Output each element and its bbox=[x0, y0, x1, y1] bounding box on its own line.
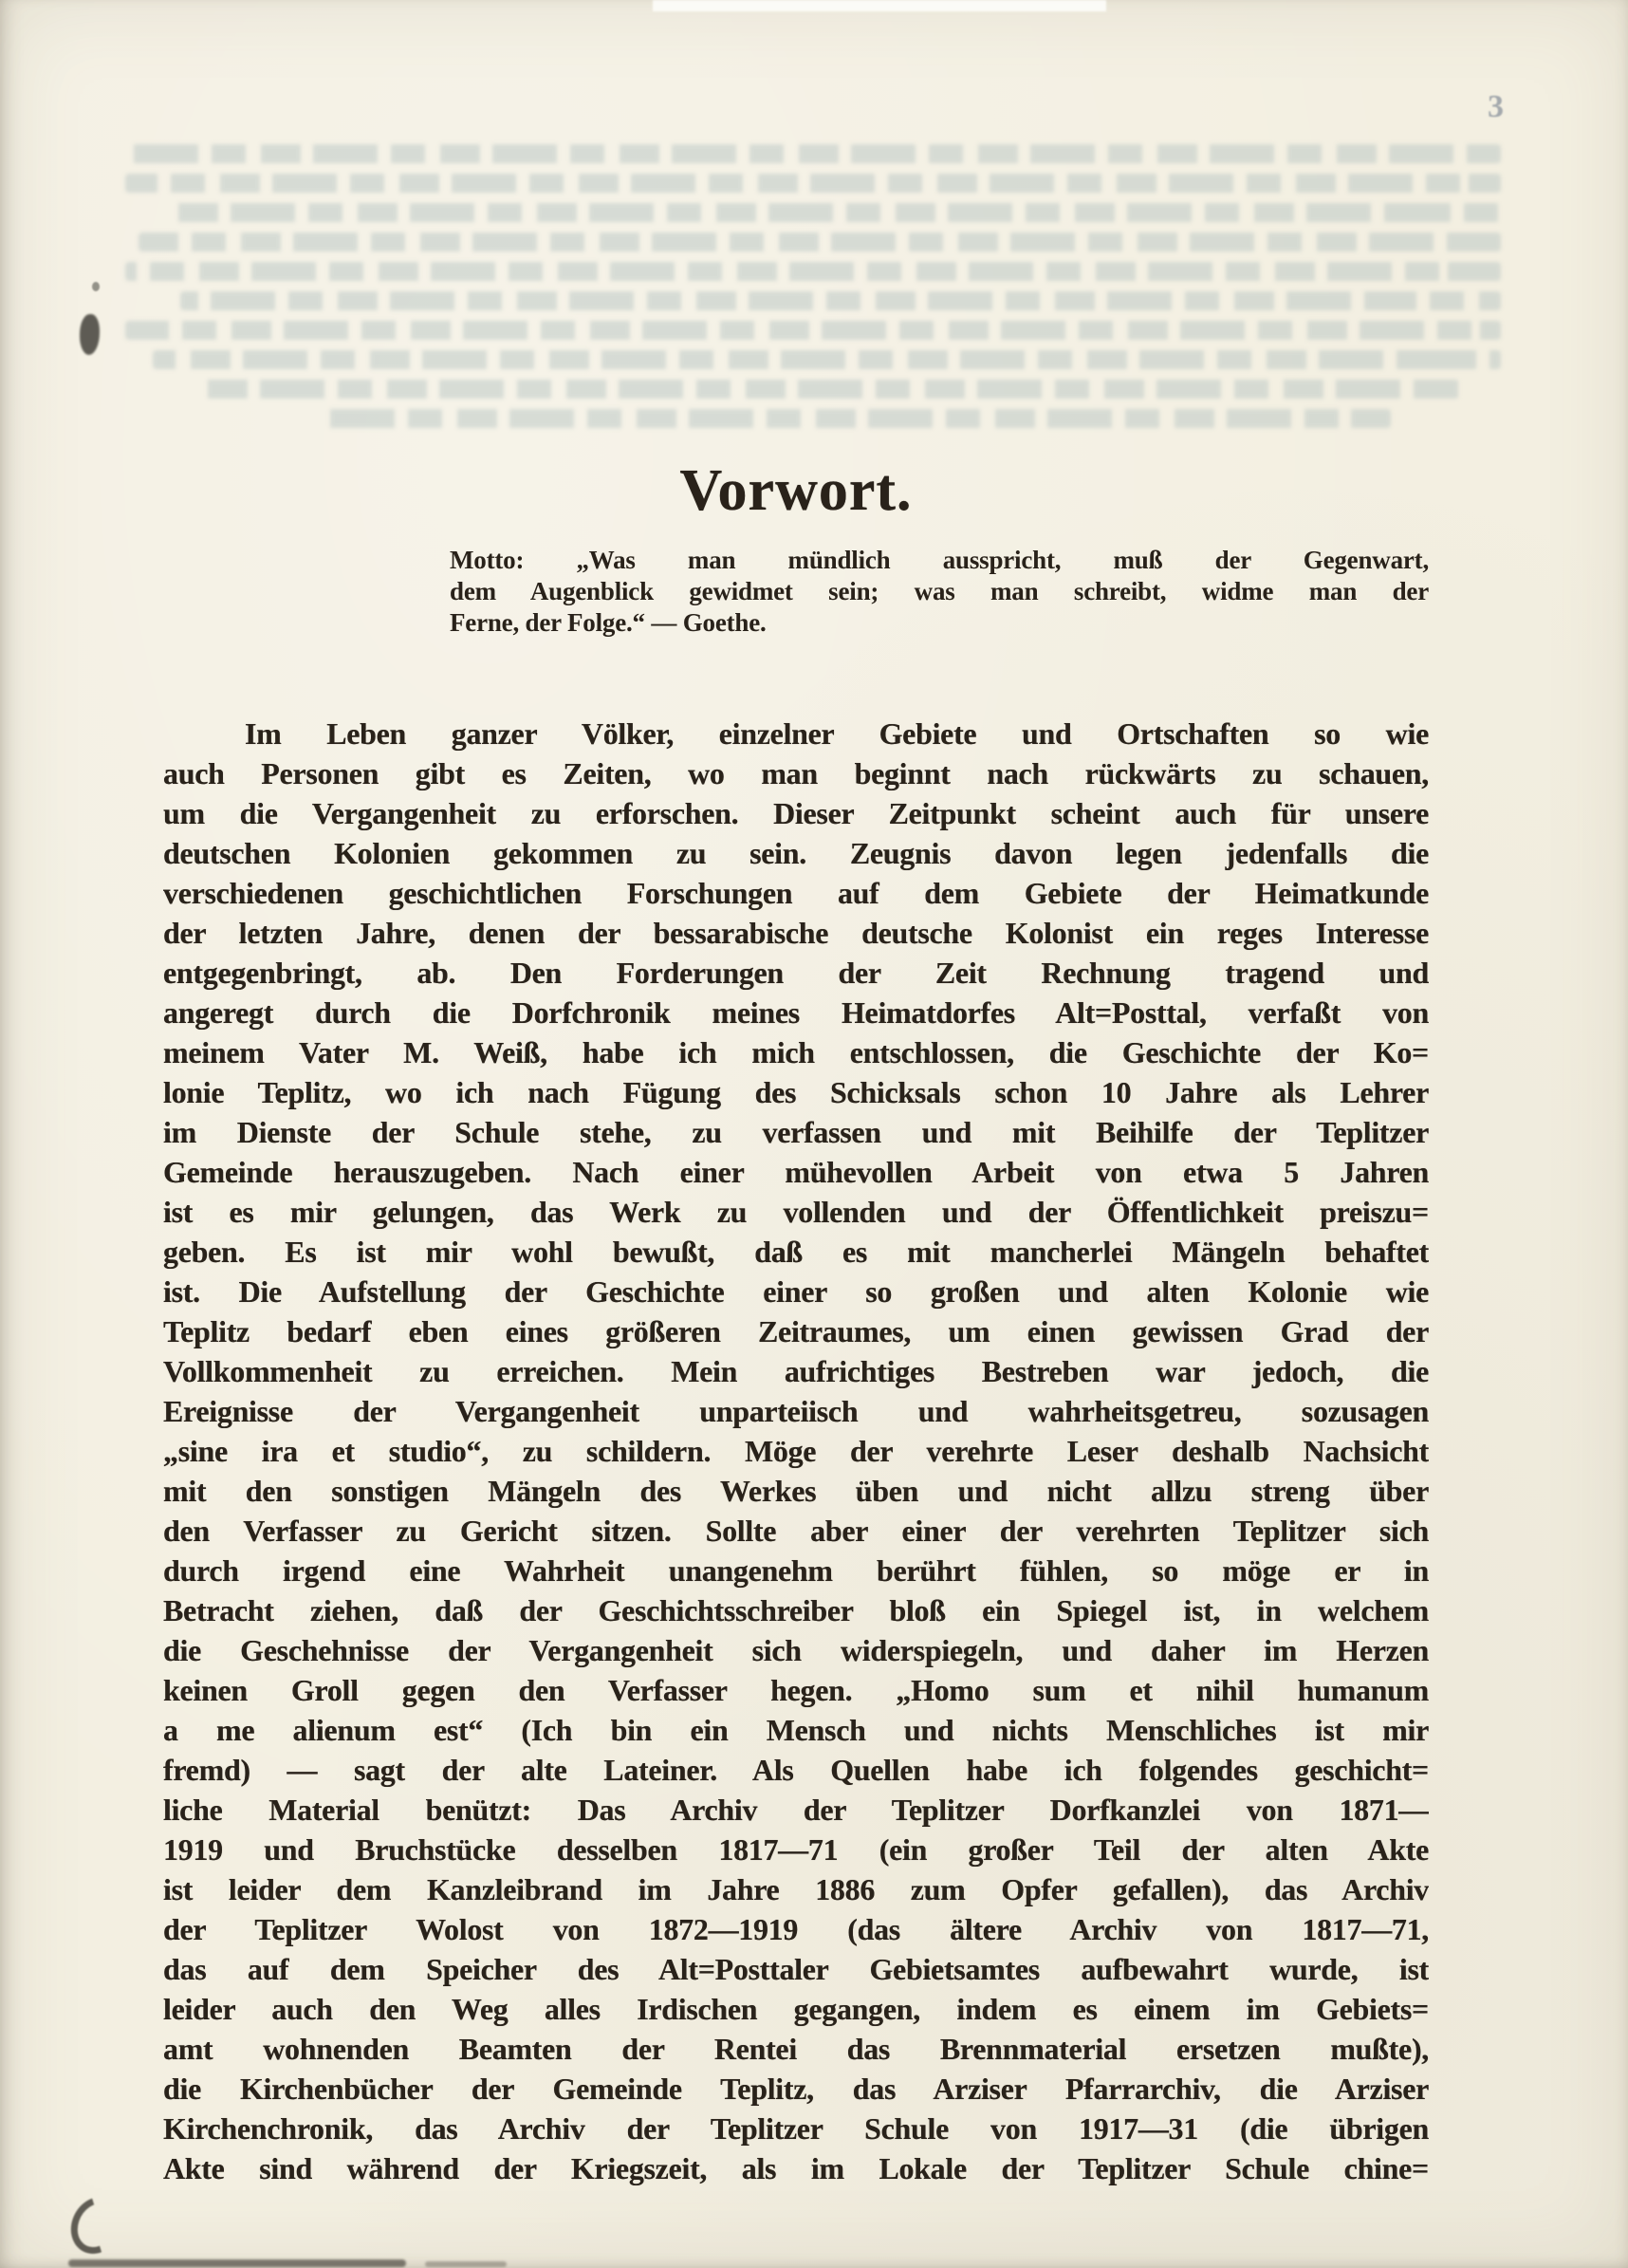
bleed-through-line bbox=[180, 291, 1501, 310]
bleed-through-line bbox=[125, 321, 1501, 340]
body-text-line: amt wohnenden Beamten der Rentei das Brennmaterial ersetzen mußte), bbox=[163, 2032, 1429, 2066]
scan-smudge-bottom bbox=[68, 2259, 406, 2267]
bleed-through-line bbox=[125, 144, 1501, 163]
body-text-line: durch irgend eine Wahrheit unangenehm berührt fühlen, so möge er in bbox=[163, 1553, 1429, 1588]
body-text-line: liche Material benützt: Das Archiv der Teplitzer Dorfkanzlei von 1871— bbox=[163, 1793, 1429, 1827]
body-text-line: Betracht ziehen, daß der Geschichtsschreiber bloß ein Spiegel ist, in welchem bbox=[163, 1593, 1429, 1627]
body-text-line: geben. Es ist mir wohl bewußt, daß es mit mancherlei Mängeln behaftet bbox=[163, 1235, 1429, 1269]
body-text-line: das auf dem Speicher des Alt=Posttaler Gebietsamtes aufbewahrt wurde, ist bbox=[163, 1952, 1429, 1986]
body-text-line: um die Vergangenheit zu erforschen. Dieser Zeitpunkt scheint auch für unsere bbox=[163, 796, 1429, 830]
body-text-line: mit den sonstigen Mängeln des Werkes üben und nicht allzu streng über bbox=[163, 1474, 1429, 1508]
preface-body bbox=[163, 714, 1429, 2188]
page-title: Vorwort. bbox=[679, 458, 913, 523]
body-text-line: Vollkommenheit zu erreichen. Mein aufrichtiges Bestreben war jedoch, die bbox=[163, 1354, 1429, 1388]
bleed-through-line bbox=[139, 232, 1502, 251]
body-text-line: Im Leben ganzer Völker, einzelner Gebiete und Ortschaften so wie bbox=[245, 716, 1429, 751]
bleed-through-line bbox=[194, 380, 1460, 399]
bleed-through-line bbox=[125, 262, 1501, 281]
motto bbox=[450, 545, 1429, 639]
body-text-line: angeregt durch die Dorfchronik meines Heimatdorfes Alt=Posttal, verfaßt von bbox=[163, 995, 1429, 1030]
scan-smudge-bottom bbox=[425, 2261, 507, 2267]
motto-line: Motto: „Was man mündlich ausspricht, muß der Gegenwart, bbox=[450, 546, 1429, 574]
body-text-line: im Dienste der Schule stehe, zu verfassen und mit Beihilfe der Teplitzer bbox=[163, 1115, 1429, 1149]
body-text-line: leider auch den Weg alles Irdischen gegangen, indem es einem im Gebiets= bbox=[163, 1992, 1429, 2026]
ink-blot bbox=[80, 314, 100, 355]
body-text-line: der letzten Jahre, denen der bessarabische deutsche Kolonist ein reges Interesse bbox=[163, 916, 1429, 950]
scan-edge-highlight bbox=[653, 0, 1106, 11]
body-text-line: „sine ira et studio“, zu schildern. Möge der verehrte Leser deshalb Nachsicht bbox=[163, 1434, 1429, 1468]
body-text-line: auch Personen gibt es Zeiten, wo man beginnt nach rückwärts zu schauen, bbox=[163, 756, 1429, 790]
body-text-line: a me alienum est“ (Ich bin ein Mensch und nichts Menschliches ist mir bbox=[163, 1713, 1429, 1747]
body-text-line: verschiedenen geschichtlichen Forschungen auf dem Gebiete der Heimatkunde bbox=[163, 876, 1429, 910]
body-text-line: Akte sind während der Kriegszeit, als im Lokale der Teplitzer Schule chine= bbox=[163, 2151, 1429, 2185]
body-text-line: entgegenbringt, ab. Den Forderungen der Zeit Rechnung tragend und bbox=[163, 956, 1429, 990]
motto-line: dem Augenblick gewidmet sein; was man schreibt, widme man der bbox=[450, 577, 1429, 605]
page-number: 3 bbox=[1488, 89, 1504, 124]
body-text-line: deutschen Kolonien gekommen zu sein. Zeugnis davon legen jedenfalls die bbox=[163, 836, 1429, 870]
body-text-line: die Kirchenbücher der Gemeinde Teplitz, das Arziser Pfarrarchiv, die Arziser bbox=[163, 2072, 1429, 2106]
body-text-line: keinen Groll gegen den Verfasser hegen. „Homo sum et nihil humanum bbox=[163, 1673, 1429, 1707]
bleed-through-line bbox=[153, 350, 1501, 369]
bleed-through-line bbox=[318, 409, 1391, 428]
ink-speck bbox=[92, 282, 100, 291]
motto-line: Ferne, der Folge.“ — Goethe. bbox=[450, 608, 767, 637]
bleed-through-line bbox=[167, 203, 1502, 222]
body-text-line: meinem Vater M. Weiß, habe ich mich entschlossen, die Geschichte der Ko= bbox=[163, 1035, 1429, 1069]
body-text-line: die Geschehnisse der Vergangenheit sich widerspiegeln, und daher im Herzen bbox=[163, 1633, 1429, 1667]
body-text-line: Teplitz bedarf eben eines größeren Zeitraumes, um einen gewissen Grad der bbox=[163, 1314, 1429, 1348]
body-text-line: Gemeinde herauszugeben. Nach einer mühevollen Arbeit von etwa 5 Jahren bbox=[163, 1155, 1429, 1189]
body-text-line: ist es mir gelungen, das Werk zu vollenden und der Öffentlichkeit preiszu= bbox=[163, 1195, 1429, 1229]
body-text-line: 1919 und Bruchstücke desselben 1817—71 (ein großer Teil der alten Akte bbox=[163, 1832, 1429, 1867]
body-text-line: den Verfasser zu Gericht sitzen. Sollte aber einer der verehrten Teplitzer sich bbox=[163, 1514, 1429, 1548]
scan-artifact-bottom-left bbox=[61, 2187, 132, 2262]
body-text-line: Ereignisse der Vergangenheit unparteiisch und wahrheitsgetreu, sozusagen bbox=[163, 1394, 1429, 1428]
body-text-line: Kirchenchronik, das Archiv der Teplitzer Schule von 1917—31 (die übrigen bbox=[163, 2111, 1429, 2146]
body-text-line: ist leider dem Kanzleibrand im Jahre 1886 zum Opfer gefallen), das Archiv bbox=[163, 1872, 1429, 1906]
bleed-through-line bbox=[125, 174, 1501, 193]
body-text-line: fremd) — sagt der alte Lateiner. Als Quellen habe ich folgendes geschicht= bbox=[163, 1753, 1429, 1787]
body-text-line: ist. Die Aufstellung der Geschichte einer so großen und alten Kolonie wie bbox=[163, 1274, 1429, 1309]
bleed-through-text bbox=[125, 144, 1501, 438]
body-text-line: der Teplitzer Wolost von 1872—1919 (das ältere Archiv von 1817—71, bbox=[163, 1912, 1429, 1946]
body-text-line: lonie Teplitz, wo ich nach Fügung des Schicksals schon 10 Jahre als Lehrer bbox=[163, 1075, 1429, 1109]
